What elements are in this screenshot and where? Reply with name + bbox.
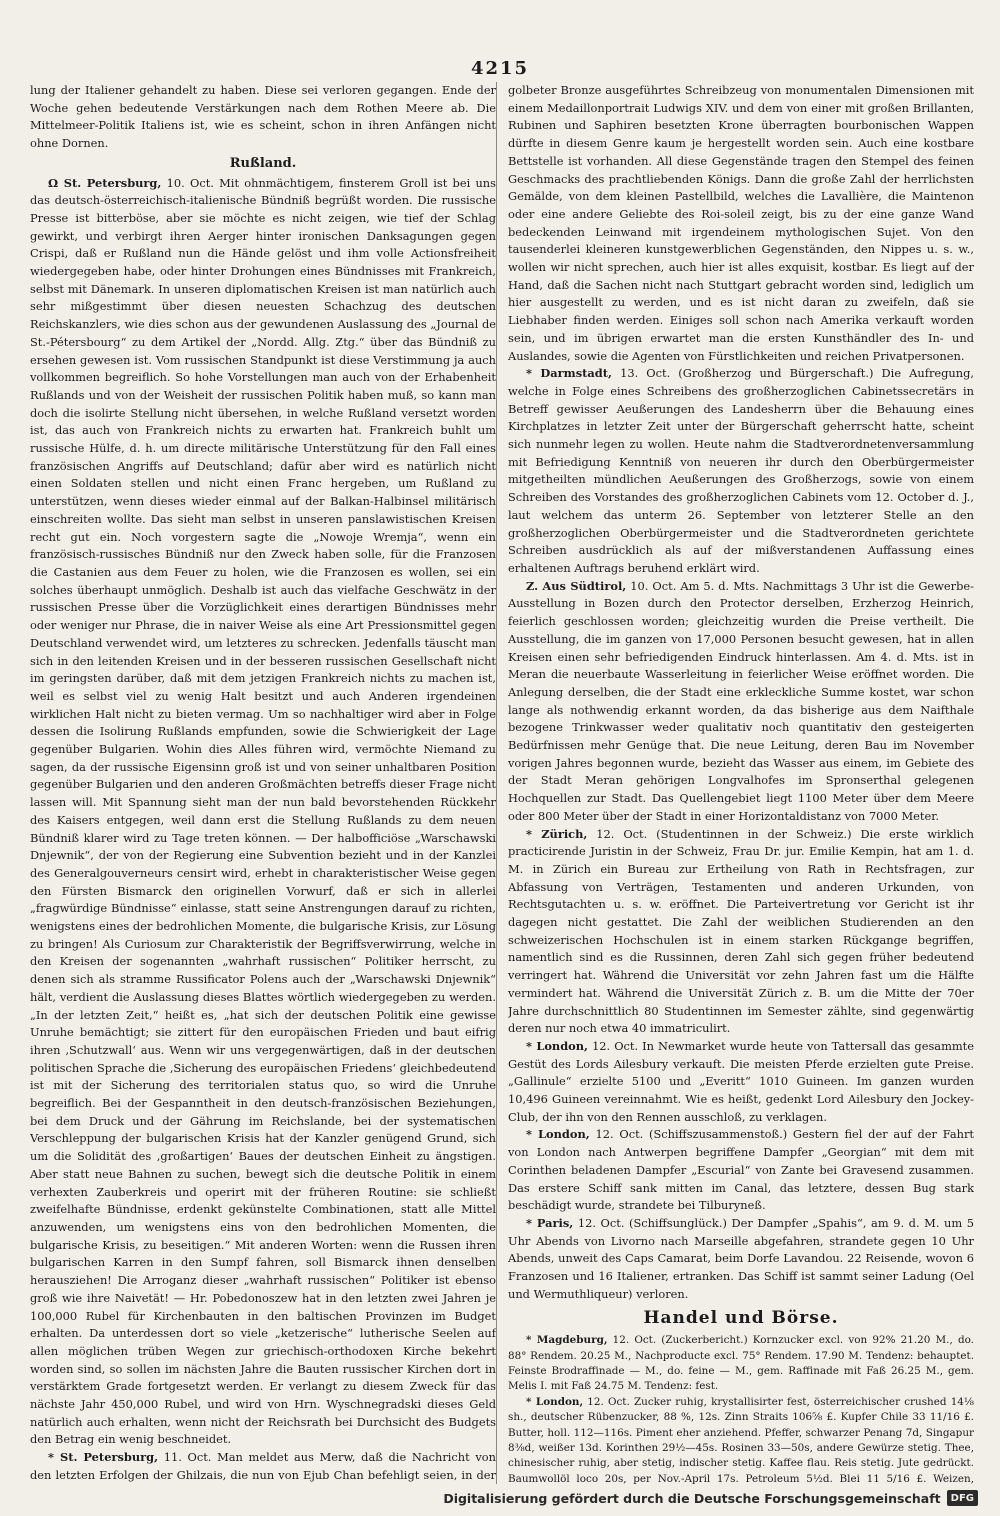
article-london-2 (508, 1126, 974, 1215)
trade-reports (508, 1333, 974, 1484)
article-suedtirol (508, 578, 974, 826)
dateline-place: * Paris, (526, 1216, 574, 1230)
dateline-place: * St. Petersburg, (48, 1450, 159, 1465)
article-zuerich (508, 826, 974, 1038)
article-text: 12. Oct. (Schiffsunglück.) Der Dampfer „Spahis“, am 9. d. M. um 5 Uhr Abends von Livorno nach Marseille abgefahren, strandete gegen 10 Uhr Abends, unweit des Caps Camarat, beim Dorfe Lavandou. 22 Reisende, wovon 6 Franzosen und 16 Italiener, ertranken. Das Schiff ist sammt seiner Ladung (Oel und Wermuthliqueur) verloren. (508, 1216, 974, 1301)
dateline-place: * Magdeburg, (526, 1334, 608, 1347)
report-magdeburg (508, 1333, 974, 1395)
report-london (508, 1395, 974, 1484)
dateline-place: * London, (526, 1395, 584, 1408)
dateline-place: Z. Aus Südtirol, (526, 578, 627, 593)
article-text: 12. Oct. (Studentinnen in der Schweiz.) Die erste wirklich practicirende Juristin in der Schweiz, Frau Dr. jur. Emilie Kempin, hat am 1. d. M. in Zürich ein Bureau zur Ertheilung von Rath in Rechtsfragen, zur Abfassung von Verträgen, Testamenten und anderen Urkunden, von Rechtsgutachten u. s. w. eröffnet. Die Parteivertretung vor Gericht ist ihr dagegen nicht gestattet. Die Zahl der weiblichen Studierenden an den schweizerischen Hochschulen ist in einem starken Rückgange begriffen, namentlich sind es die Russinnen, deren Zahl sich gegen früher bedeutend verringert hat. Während die Universität vor zehn Jahren fast um die Hälfte vermindert hat. Während die Universität Zürich z. B. um die Mitte der 70er Jahre durchschnittlich 80 Studentinnen im Semester zählte, sind gegenwärtig deren nur noch etwa 40 immatriculirt. (508, 826, 974, 1036)
dateline-place: * Zürich, (526, 826, 588, 841)
article-paris-1 (508, 1215, 974, 1304)
article-text: 12. Oct. In Newmarket wurde heute von Tattersall das gesammte Gestüt des Lords Ailesbury verkauft. Die meisten Pferde erzielten gute Preise. „Gallinule“ erzielte 5100 und „Everitt“ 1010 Guineen. Im ganzen wurden 10,496 Guineen vereinnahmt. Wie es heißt, gedenkt Lord Ailesbury den Jockey-Club, der ihn von den Rennen ausschloß, zu verklagen. (508, 1038, 974, 1124)
article-text: 10. Oct. Am 5. d. Mts. Nachmittags 3 Uhr ist die Gewerbe-Ausstellung in Bozen durch den Protector derselben, Erzherzog Heinrich, feierlich geschlossen worden; gleichzeitig wurden die Preise vertheilt. Die Ausstellung, die im ganzen von 17,000 Personen besucht gewesen, hat in allen Kreisen einen sehr befriedigenden Eindruck hinterlassen. Am 4. d. Mts. ist in Meran die neuerbaute Wasserleitung in feierlicher Weise eröffnet worden. Die Anlegung derselben, die der Stadt eine erkleckliche Summe kostet, war schon lange als nothwendig erkannt worden, da das bisherige aus dem Naifthale bezogene Trinkwasser weder qualitativ noch quantitativ den gesteigerten Bedürfnissen mehr Genüge that. Die neue Leitung, deren Bau im November vorigen Jahres begonnen wurde, bezieht das Wasser aus einem, im Gebiete des der Stadt Meran gehörigen Longvalhofes im Spronserthal gelegenen Hochquellen zur Stadt. Das Quellengebiet liegt 1100 Meter über dem Meere oder 800 Meter über der Stadt in einer Horizontaldistanz von 7000 Meter. (508, 578, 974, 823)
dfg-logo: DFG (947, 1490, 978, 1506)
page-number: 4215 (470, 58, 530, 79)
article-text: 12. Oct. (Schiffszusammenstoß.) Gestern fiel der auf der Fahrt von London nach Antwerpen begriffene Dampfer „Georgian“ mit dem mit Corinthen beladenen Dampfer „Escurial“ von Zante bei Gravesend zusammen. Das erstere Schiff sank mitten im Canal, das letztere, dessen Bug stark beschädigt wurde, strandete bei Tilburyneß. (508, 1127, 974, 1213)
article-text: 11. Oct. Man meldet aus Merw, daß die Nachricht von den letzten Erfolgen der Ghilzais, die nun von Ejub Chan befehligt seien, in der (30, 1450, 496, 1482)
digitization-credit (443, 1486, 978, 1510)
article-london-1 (508, 1038, 974, 1127)
dateline-place: * Darmstadt, (526, 366, 612, 381)
article-stuttgart-continued: golbeter Bronze ausgeführtes Schreibzeug von monumentalen Dimensionen mit einem Medaillonportrait Ludwigs XIV. und dem von einer mit großen Brillanten, Rubinen und Saphiren besetzten Krone überragten bourbonischen Wappen dürfte in diesem Genre kaum je hergestellt worden sein. Auch eine kostbare Bettstelle ist vorhanden. All diese Gegenstände tragen den Stempel des feinen Geschmacks des prachtliebenden Königs. Dann die große Zahl der herrlichsten Gemälde, von dem kleinen Pastellbild, welches die Lavallière, die Maintenon oder eine andere Geliebte des Roi-soleil zeigt, bis zu der eine ganze Wand bedeckenden Leinwand mit irgendeinem mythologischen Sujet. Von den tausenderlei kleineren kunstgewerblichen Gegenständen, den Nippes u. s. w., wollen wir nicht sprechen, auch hier ist alles exquisit, kostbar. Es liegt auf der Hand, daß die Sachen nicht nach Stuttgart gebracht worden sind, lediglich um hier ausgestellt zu werden, und es ist nicht daran zu zweifeln, daß sie Liebhaber finden werden. Einiges soll schon nach Amerika verkauft worden sein, und im übrigen erwartet man die ersten Kunsthändler des In- und Auslandes, sowie die Agenten von Fürstlichkeiten und reichen Privatpersonen. (508, 83, 974, 363)
report-text: 12. Oct. (Zuckerbericht.) Kornzucker excl. von 92% 21.20 M., do. 88° Rendem. 20.25 M., Nachproducte excl. 75° Rendem. 17.90 M. Tendenz: behauptet. Feinste Brodraffinade — M., do. feine — M., gem. Raffinade mit Faß 26.25 M., gem. Melis I. mit Faß 24.75 M. Tendenz: fest. (508, 1334, 974, 1393)
right-column (508, 82, 974, 1484)
article-text: 13. Oct. (Großherzog und Bürgerschaft.) Die Aufregung, welche in Folge eines Schreibens des großherzoglichen Cabinetssecretärs in Betreff gewisser Aeußerungen des Landesherrn über die Behauung eines Kirchplatzes in letzter Zeit unter der Bürgerschaft geherrscht hatte, scheint sich nunmehr legen zu wollen. Heute nahm die Stadtverordnetenversammlung mit Befriedigung Kenntniß von neueren ihr durch den Oberbürgermeister mitgetheilten mündlichen Aeußerungen des Großherzogs, sowie von einem Schreiben des Vorstandes des großherzoglichen Cabinets vom 12. October d. J., laut welchem das unterm 26. September von letzterer Stelle an den großherzoglichen Oberbürgermeister und die Stadtverordneten gerichtete Schreiben ausdrücklich als auf der mißverstandenen Auffassung eines erhaltenen Auftrags beruhend erklärt wird. (508, 366, 974, 575)
left-column (30, 82, 496, 1484)
dateline-place: Ω St. Petersburg, (48, 175, 162, 190)
dateline-place: * London, (526, 1038, 589, 1053)
column-rule (496, 82, 497, 1484)
article-intro: lung der Italiener gehandelt zu haben. Diese sei verloren gegangen. Ende der Woche gehen bedeutende Verstärkungen nach dem Rothen Meere ab. Die Mittelmeer-Politik Italiens ist, wie es scheint, schon in ihren Anfängen nicht ohne Dornen. (30, 83, 496, 151)
article-st-petersburg-1 (30, 175, 496, 1450)
article-text: 10. Oct. Mit ohnmächtigem, finsterem Groll ist bei uns das deutsch-österreichisch-italienische Bündniß begrüßt worden. Die russische Presse ist bitterböse, aber sie möchte es nicht zeigen, wie tief der Schlag gewirkt, und verbirgt ihren Aerger hinter ironischen Danksagungen gegen Crispi, daß er Rußland nun die Hände gelöst und ihm volle Actionsfreiheit wiedergegeben habe, oder hinter Drohungen eines Bündnisses mit Frankreich, selbst mit Dänemark. In unseren diplomatischen Kreisen ist man natürlich auch sehr mißgestimmt über diesen neuesten Schachzug des deutschen Reichskanzlers, wie dies schon aus der gewundenen Auslassung des „Journal de St.-Pétersbourg“ zu dem Artikel der „Nordd. Allg. Ztg.“ über das Bündniß zu ersehen gewesen ist. Vom russischen Standpunkt ist diese Verstimmung ja auch vollkommen begreiflich. So hohe Vorstellungen man auch von der Erhabenheit Rußlands und von der Weisheit der russischen Politik haben muß, so kann man doch die isolirte Stellung nicht übersehen, in welche Rußland versetzt worden ist, das auch von Frankreich nichts zu erwarten hat. Frankreich buhlt um russische Hülfe, d. h. um directe militärische Unterstützung für den Fall eines französischen Angriffs auf Deutschland; dafür aber wird es natürlich nicht einen Soldaten stellen und nicht einen Franc hergeben, um Rußland zu unterstützen, wenn dieses wieder einmal auf der Balkan-Halbinsel militärisch einschreiten wollte. Das sieht man selbst in unseren panslawistischen Kreisen recht gut ein. Noch vorgestern sagte die „Nowoje Wremja“, wenn ein französisch-russisches Bündniß nur den Zweck haben solle, für die Franzosen die Castanien aus dem Feuer zu holen, wie die Franzosen es wollen, sei ein solches überhaupt unmöglich. Deshalb ist auch das vielfache Geschwätz in der russischen Presse über die Vorzüglichkeit eines derartigen Bündnisses mehr oder weniger nur Phrase, die in naiver Weise als eine Art Pressionsmittel gegen Deutschland verwendet wird, um letzteres zu schrecken. Jedenfalls täuscht man sich in den leitenden Kreisen und in der besseren russischen Gesellschaft nicht im geringsten darüber, daß mit dem jetzigen Frankreich nichts zu machen ist, weil es selbst viel zu wenig Halt besitzt und auch Anderen irgendeinen wirklichen Halt nicht zu bieten vermag. Um so nachhaltiger wird aber in Folge dessen die Isolirung Rußlands empfunden, sowie die Schwierigkeit der Lage gegenüber Bulgarien. Wohin dies Alles führen wird, vermöchte Niemand zu sagen, da der russische Eigensinn groß ist und von seiner unhaltbaren Position gegenüber Bulgarien und den anderen Großmächten betreffs dieser Frage nicht lassen will. Mit Spannung sieht man der nun bald bevorstehenden Rückkehr des Kaisers entgegen, weil dann erst die Stellung Rußlands zu dem neuen Bündniß klarer wird zu Tage treten können. — Der halbofficiöse „Warschawski Dnjewnik“, der von der Regierung eine Subvention bezieht und in der Kanzlei des Generalgouverneurs censirt wird, erhebt in charakteristischer Weise gegen den Fürsten Bismarck den originellen Vorwurf, daß er sich in allerlei „fragwürdige Bündnisse“ einlasse, statt seine Anstrengungen darauf zu richten, wenigstens eines der bedrohlichen Momente, die bulgarische Krisis, zur Lösung zu bringen! Als Curiosum zur Charakteristik der Begriffsverwirrung, welche in den Kreisen der sogenannten „wahrhaft russischen“ Politiker herrscht, zu denen sich als stramme Russificator Polens auch der „Warschawski Dnjewnik“ hält, verdient die Auslassung dieses Blattes wörtlich wiedergegeben zu werden. „In der letzten Zeit,“ heißt es, „hat sich der deutschen Politik eine gewisse Unruhe bemächtigt; sie zittert für den europäischen Frieden und baut eifrig ihren ‚Schutzwall‘ aus. Wenn wir uns vergegenwärtigen, daß in der deutschen politischen Sprache die ‚Sicherung des europäischen Friedens‘ gleichbedeutend ist mit der Sicherung des territorialen status quo, so wird die Unruhe begreiflich. Bei der Gespanntheit in den deutsch-französischen Beziehungen, bei dem Druck und der Gährung im Reichslande, bei der systematischen Verschleppung der bulgarischen Krisis hat der Kanzler genügend Grund, sich um die Solidität des ‚großartigen‘ Baues der deutschen Einheit zu ängstigen. Aber statt neue Bahnen zu suchen, bewegt sich die deutsche Politik in einem verhexten Zauberkreis und operirt mit der früheren Routine: sie schließt zweifelhafte Bündnisse, erdenkt gekünstelte Combinationen, statt alle Mittel anzuwenden, um wenigstens eins von den bedrohlichen Momenten, die bulgarische Krisis, zu beseitigen.“ Mit anderen Worten: wenn die Russen ihren bulgarischen Karren in den Sumpf fahren, soll Bismarck ihnen denselben herausziehen! Die Arroganz dieser „wahrhaft russischen“ Politiker ist ebenso groß wie ihre Naivetät! — Hr. Pobedonoszew hat in den letzten zwei Jahren je 100,000 Rubel für Kirchenbauten in den baltischen Provinzen im Budget erhalten. Da unterdessen dort so viele „ketzerische“ lutherische Seelen auf allen möglichen trüben Wegen zur griechisch-orthodoxen Kirche bekehrt worden sind, so sollen im nächsten Jahre die Bauten russischer Kirchen dort in verstärktem Grade fortgesetzt werden. Er verlangt zu diesem Zweck für das nächste Jahr 450,000 Rubel, und wird von Hrn. Wyschnegradski dieses Geld natürlich auch erhalten, wenn nicht der Reichsrath bei Durchsicht des Budgets den Betrag ein wenig beschneidet. (30, 175, 496, 1447)
article-st-petersburg-2 (30, 1449, 496, 1484)
credit-text: Digitalisierung gefördert durch die Deutsche Forschungsgemeinschaft (443, 1490, 941, 1506)
section-heading-russia: Rußland. (229, 155, 297, 171)
report-text: 12. Oct. Zucker ruhig, krystallisirter fest, österreichischer crushed 14⅛ sh., deutscher Rübenzucker, 88 %, 12s. Zinn Straits 106⅝ £. Kupfer Chile 33 11/16 £. Butter, holl. 112—116s. Piment eher anziehend. Pfeffer, schwarzer Penang 7d, Singapur 8⅜d, weißer 13d. Korinthen 29½—45s. Rosinen 33—50s, andere Gewürze stetig. Thee, chinesischer ruhig, aber stetig, indischer stetig. Kaffee flau. Reis stetig. Jute gedrückt. Baumwollöl loco 20s, per Nov.-April 17s. Petroleum 5½d. Blei 11 5/16 £. Weizen, (508, 1395, 974, 1484)
section-heading-trade: Handel und Börse. (643, 1307, 839, 1328)
article-darmstadt (508, 365, 974, 577)
dateline-place: * London, (526, 1127, 590, 1142)
